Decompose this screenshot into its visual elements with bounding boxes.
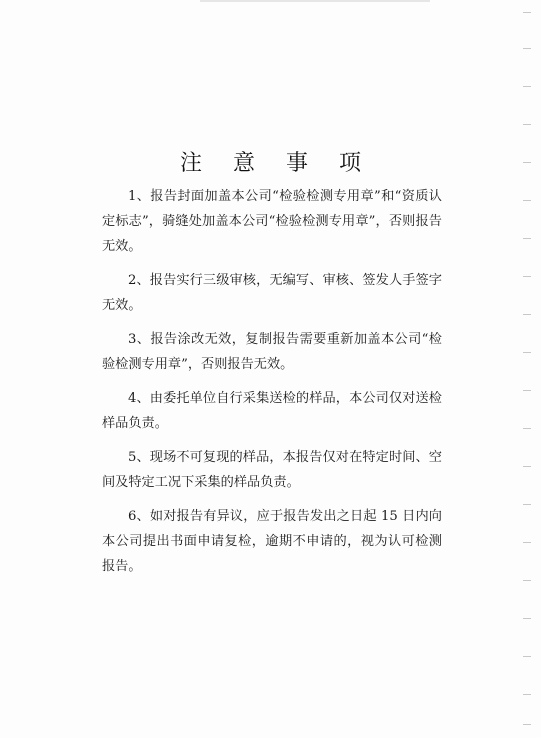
note-item: 5、现场不可复现的样品，本报告仅对在特定时间、空间及特定工况下采集的样品负责。 xyxy=(102,450,442,490)
edge-mark xyxy=(523,694,531,695)
edge-mark xyxy=(523,724,531,725)
edge-mark xyxy=(523,48,531,49)
page-title: 注 意 事 项 xyxy=(180,151,373,176)
edge-mark xyxy=(523,390,531,391)
scan-artifact xyxy=(200,0,430,2)
edge-mark xyxy=(523,504,531,505)
edge-mark xyxy=(523,200,531,201)
edge-mark xyxy=(523,12,531,13)
edge-mark xyxy=(523,428,531,429)
edge-mark xyxy=(523,580,531,581)
edge-mark xyxy=(523,86,531,87)
edge-mark xyxy=(523,618,531,619)
edge-mark xyxy=(523,238,531,239)
note-item: 1、报告封面加盖本公司“检验检测专用章”和“资质认定标志”，骑缝处加盖本公司“检验检测专用章”，否则报告无效。 xyxy=(102,189,442,254)
binding-edge-marks xyxy=(511,0,541,738)
note-item: 4、由委托单位自行采集送检的样品，本公司仅对送检样品负责。 xyxy=(102,391,442,431)
edge-mark xyxy=(523,656,531,657)
note-item: 2、报告实行三级审核，无编写、审核、签发人手签字无效。 xyxy=(102,273,442,313)
edge-mark xyxy=(523,124,531,125)
note-item: 6、如对报告有异议，应于报告发出之日起 15 日内向本公司提出书面申请复检，逾期不申请的，视为认可检测报告。 xyxy=(102,509,442,574)
edge-mark xyxy=(523,352,531,353)
notes-list xyxy=(102,184,442,588)
edge-mark xyxy=(523,466,531,467)
edge-mark xyxy=(523,276,531,277)
edge-mark xyxy=(523,162,531,163)
note-item: 3、报告涂改无效，复制报告需要重新加盖本公司“检验检测专用章”，否则报告无效。 xyxy=(102,332,442,372)
edge-mark xyxy=(523,314,531,315)
edge-mark xyxy=(523,542,531,543)
